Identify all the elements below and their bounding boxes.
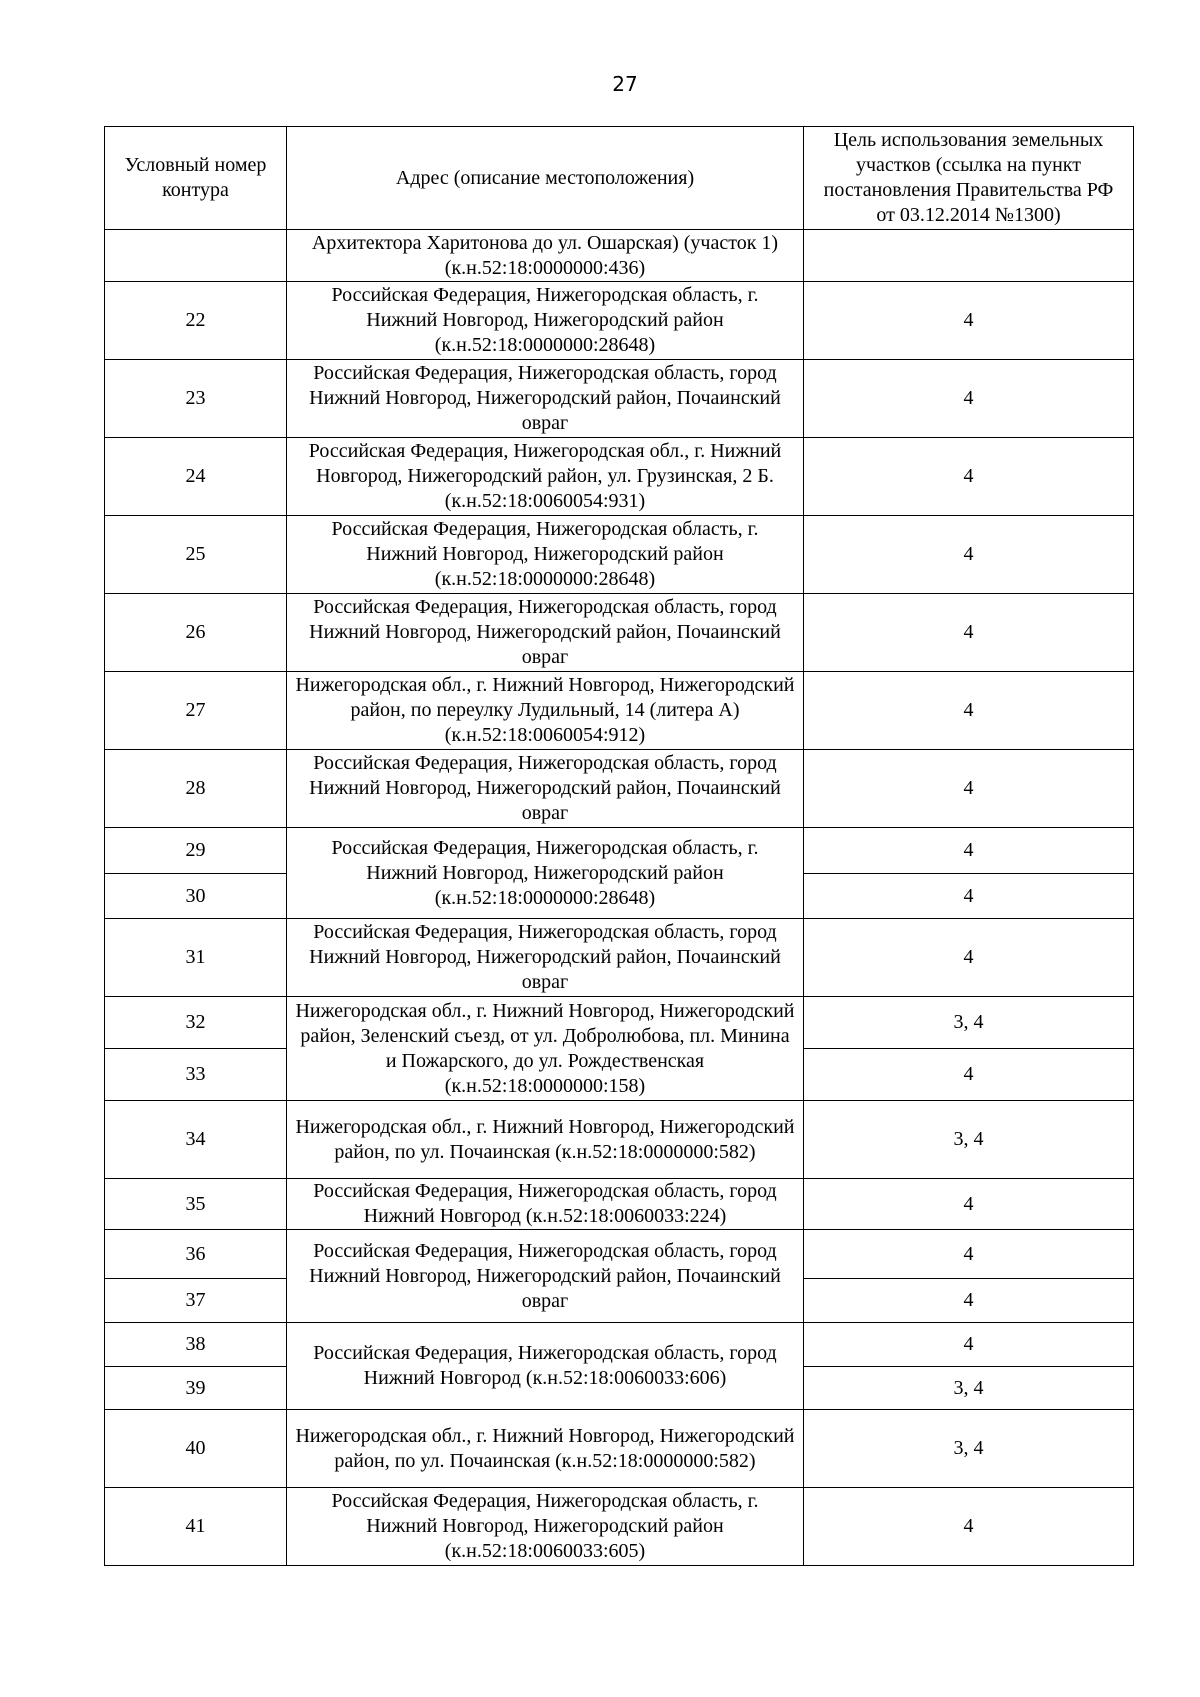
contour-number-cell: 30 xyxy=(105,874,287,919)
table-row xyxy=(105,828,1134,874)
table-row xyxy=(105,360,1134,438)
purpose-cell: 4 xyxy=(804,282,1134,360)
table-row xyxy=(105,438,1134,516)
contour-number-cell: 28 xyxy=(105,750,287,828)
purpose-cell: 4 xyxy=(804,516,1134,594)
table-row xyxy=(105,672,1134,750)
purpose-cell: 3, 4 xyxy=(804,1101,1134,1179)
purpose-cell: 4 xyxy=(804,1323,1134,1367)
purpose-cell: 4 xyxy=(804,1230,1134,1279)
purpose-cell: 4 xyxy=(804,874,1134,919)
header-contour-number: Условный номер контура xyxy=(105,127,287,230)
purpose-cell: 4 xyxy=(804,438,1134,516)
purpose-cell: 4 xyxy=(804,1049,1134,1101)
contour-number-cell: 31 xyxy=(105,919,287,997)
table-row xyxy=(105,1323,1134,1367)
contour-number-cell: 26 xyxy=(105,594,287,672)
contour-number-cell: 23 xyxy=(105,360,287,438)
contour-number-cell: 36 xyxy=(105,1230,287,1279)
purpose-cell: 3, 4 xyxy=(804,1410,1134,1488)
purpose-cell: 4 xyxy=(804,919,1134,997)
address-cell: Архитектора Харитонова до ул. Ошарская) (участок 1) (к.н.52:18:0000000:436) xyxy=(287,230,804,282)
table-row xyxy=(105,516,1134,594)
contour-number-cell: 25 xyxy=(105,516,287,594)
address-cell: Российская Федерация, Нижегородская область, город Нижний Новгород, Нижегородский район, Почаинский овраг xyxy=(287,594,804,672)
table-row xyxy=(105,594,1134,672)
address-cell: Российская Федерация, Нижегородская область, г. Нижний Новгород, Нижегородский район (к.н.52:18:0000000:28648) xyxy=(287,828,804,919)
purpose-cell: 3, 4 xyxy=(804,997,1134,1049)
address-cell: Нижегородская обл., г. Нижний Новгород, Нижегородский район, Зеленский съезд, от ул. Добролюбова, пл. Минина и Пожарского, до ул. Рождественская (к.н.52:18:0000000:158) xyxy=(287,997,804,1101)
contour-number-cell: 27 xyxy=(105,672,287,750)
address-cell: Российская Федерация, Нижегородская обл., г. Нижний Новгород, Нижегородский район, ул. Грузинская, 2 Б. (к.н.52:18:0060054:931) xyxy=(287,438,804,516)
table-row xyxy=(105,750,1134,828)
table-row xyxy=(105,1410,1134,1488)
contour-number-cell: 37 xyxy=(105,1279,287,1323)
header-purpose: Цель использования земельных участков (ссылка на пункт постановления Правительства РФ от 03.12.2014 №1300) xyxy=(804,127,1134,230)
address-cell: Нижегородская обл., г. Нижний Новгород, Нижегородский район, по переулку Лудильный, 14 (литера А) (к.н.52:18:0060054:912) xyxy=(287,672,804,750)
table-row xyxy=(105,282,1134,360)
address-cell: Российская Федерация, Нижегородская область, город Нижний Новгород, Нижегородский район, Почаинский овраг xyxy=(287,919,804,997)
table-row xyxy=(105,230,1134,282)
address-cell: Российская Федерация, Нижегородская область, г. Нижний Новгород, Нижегородский район (к.н.52:18:0000000:28648) xyxy=(287,516,804,594)
address-cell: Российская Федерация, Нижегородская область, город Нижний Новгород (к.н.52:18:0060033:224) xyxy=(287,1179,804,1230)
contour-number-cell: 24 xyxy=(105,438,287,516)
contour-number-cell: 22 xyxy=(105,282,287,360)
purpose-cell: 4 xyxy=(804,1179,1134,1230)
header-address: Адрес (описание местоположения) xyxy=(287,127,804,230)
address-cell: Российская Федерация, Нижегородская область, г. Нижний Новгород, Нижегородский район (к.н.52:18:0060033:605) xyxy=(287,1488,804,1566)
table-row xyxy=(105,919,1134,997)
purpose-cell: 4 xyxy=(804,1488,1134,1566)
purpose-cell: 4 xyxy=(804,1279,1134,1323)
address-cell: Нижегородская обл., г. Нижний Новгород, Нижегородский район, по ул. Почаинская (к.н.52:18:0000000:582) xyxy=(287,1410,804,1488)
contour-number-cell: 34 xyxy=(105,1101,287,1179)
purpose-cell: 4 xyxy=(804,828,1134,874)
table-row xyxy=(105,1179,1134,1230)
contour-number-cell: 39 xyxy=(105,1367,287,1410)
contour-number-cell xyxy=(105,230,287,282)
purpose-cell: 3, 4 xyxy=(804,1367,1134,1410)
contour-number-cell: 32 xyxy=(105,997,287,1049)
table-row xyxy=(105,1230,1134,1279)
address-cell: Российская Федерация, Нижегородская область, город Нижний Новгород, Нижегородский район, Почаинский овраг xyxy=(287,360,804,438)
contour-number-cell: 33 xyxy=(105,1049,287,1101)
page-number: 27 xyxy=(612,72,638,96)
address-cell: Нижегородская обл., г. Нижний Новгород, Нижегородский район, по ул. Почаинская (к.н.52:18:0000000:582) xyxy=(287,1101,804,1179)
purpose-cell xyxy=(804,230,1134,282)
contour-number-cell: 35 xyxy=(105,1179,287,1230)
contour-number-cell: 41 xyxy=(105,1488,287,1566)
purpose-cell: 4 xyxy=(804,750,1134,828)
header-row xyxy=(105,127,1134,230)
purpose-cell: 4 xyxy=(804,360,1134,438)
table-row xyxy=(105,997,1134,1049)
table-row xyxy=(105,1101,1134,1179)
contour-number-cell: 29 xyxy=(105,828,287,874)
address-cell: Российская Федерация, Нижегородская область, г. Нижний Новгород, Нижегородский район (к.н.52:18:0000000:28648) xyxy=(287,282,804,360)
address-cell: Российская Федерация, Нижегородская область, город Нижний Новгород (к.н.52:18:0060033:606) xyxy=(287,1323,804,1410)
purpose-cell: 4 xyxy=(804,672,1134,750)
contours-table xyxy=(104,126,1134,1566)
contour-number-cell: 40 xyxy=(105,1410,287,1488)
purpose-cell: 4 xyxy=(804,594,1134,672)
address-cell: Российская Федерация, Нижегородская область, город Нижний Новгород, Нижегородский район, Почаинский овраг xyxy=(287,1230,804,1323)
address-cell: Российская Федерация, Нижегородская область, город Нижний Новгород, Нижегородский район, Почаинский овраг xyxy=(287,750,804,828)
table-row xyxy=(105,1488,1134,1566)
contour-number-cell: 38 xyxy=(105,1323,287,1367)
